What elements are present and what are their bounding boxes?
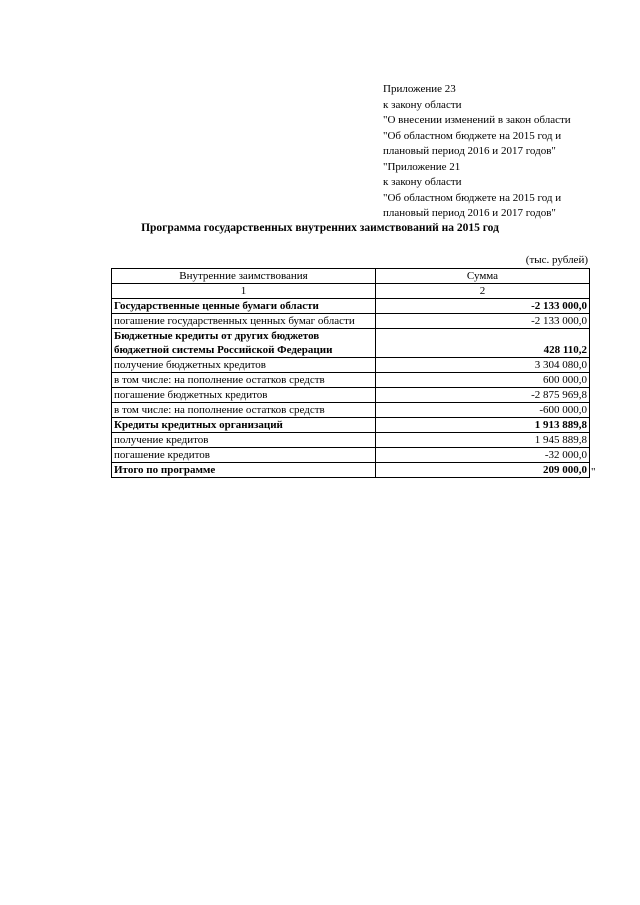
header-line: "О внесении изменений в закон области bbox=[383, 114, 571, 126]
row-label: Бюджетные кредиты от других бюджетов бюджетной системы Российской Федерации bbox=[112, 329, 376, 358]
table-row bbox=[112, 314, 590, 329]
table-row bbox=[112, 388, 590, 403]
row-value: -32 000,0 bbox=[376, 448, 590, 463]
row-label: в том числе: на пополнение остатков средств bbox=[112, 403, 376, 418]
header-line: плановый период 2016 и 2017 годов" bbox=[383, 145, 556, 157]
header-line: "Приложение 21 bbox=[383, 160, 461, 173]
table-row bbox=[112, 329, 590, 358]
table-row bbox=[112, 299, 590, 314]
borrowing-table bbox=[111, 268, 590, 478]
row-value: -600 000,0 bbox=[376, 403, 590, 418]
header-line: к закону области bbox=[383, 98, 462, 111]
row-value: 428 110,2 bbox=[376, 329, 590, 358]
closing-quote: " bbox=[591, 466, 596, 478]
column-number: 2 bbox=[376, 284, 590, 299]
row-value: 600 000,0 bbox=[376, 373, 590, 388]
table-row bbox=[112, 403, 590, 418]
row-label: Кредиты кредитных организаций bbox=[112, 418, 376, 433]
row-label: погашение бюджетных кредитов bbox=[112, 388, 376, 403]
header-line: "Об областном бюджете на 2015 год и bbox=[383, 129, 562, 142]
column-number-row bbox=[112, 284, 590, 299]
header-line: "Об областном бюджете на 2015 год и bbox=[383, 191, 562, 204]
row-value: 1 913 889,8 bbox=[376, 418, 590, 433]
table-row bbox=[112, 373, 590, 388]
column-number: 1 bbox=[112, 284, 376, 299]
units-label: (тыс. рублей) bbox=[525, 254, 588, 266]
row-label: получение бюджетных кредитов bbox=[112, 358, 376, 373]
row-label: погашение кредитов bbox=[112, 448, 376, 463]
header-line: Приложение 23 bbox=[383, 83, 456, 95]
appendix-header bbox=[383, 82, 633, 222]
table-row bbox=[112, 433, 590, 448]
row-value: -2 875 969,8 bbox=[376, 388, 590, 403]
row-value: 3 304 080,0 bbox=[376, 358, 590, 373]
row-value: 209 000,0 bbox=[376, 463, 590, 478]
table-row bbox=[112, 418, 590, 433]
row-label: получение кредитов bbox=[112, 433, 376, 448]
table-row bbox=[112, 448, 590, 463]
table-header-row bbox=[112, 269, 590, 284]
column-header: Сумма bbox=[376, 269, 590, 284]
row-label: Итого по программе bbox=[112, 463, 376, 478]
row-value: -2 133 000,0 bbox=[376, 314, 590, 329]
row-label: Государственные ценные бумаги области bbox=[112, 299, 376, 314]
header-line: плановый период 2016 и 2017 годов" bbox=[383, 207, 556, 219]
total-row bbox=[112, 463, 590, 478]
row-label: погашение государственных ценных бумаг области bbox=[112, 314, 376, 329]
row-label: в том числе: на пополнение остатков средств bbox=[112, 373, 376, 388]
header-line: к закону области bbox=[383, 176, 462, 188]
row-value: 1 945 889,8 bbox=[376, 433, 590, 448]
table-row bbox=[112, 358, 590, 373]
row-value: -2 133 000,0 bbox=[376, 299, 590, 314]
column-header: Внутренние заимствования bbox=[112, 269, 376, 284]
document-title: Программа государственных внутренних заимствований на 2015 год bbox=[141, 222, 499, 234]
